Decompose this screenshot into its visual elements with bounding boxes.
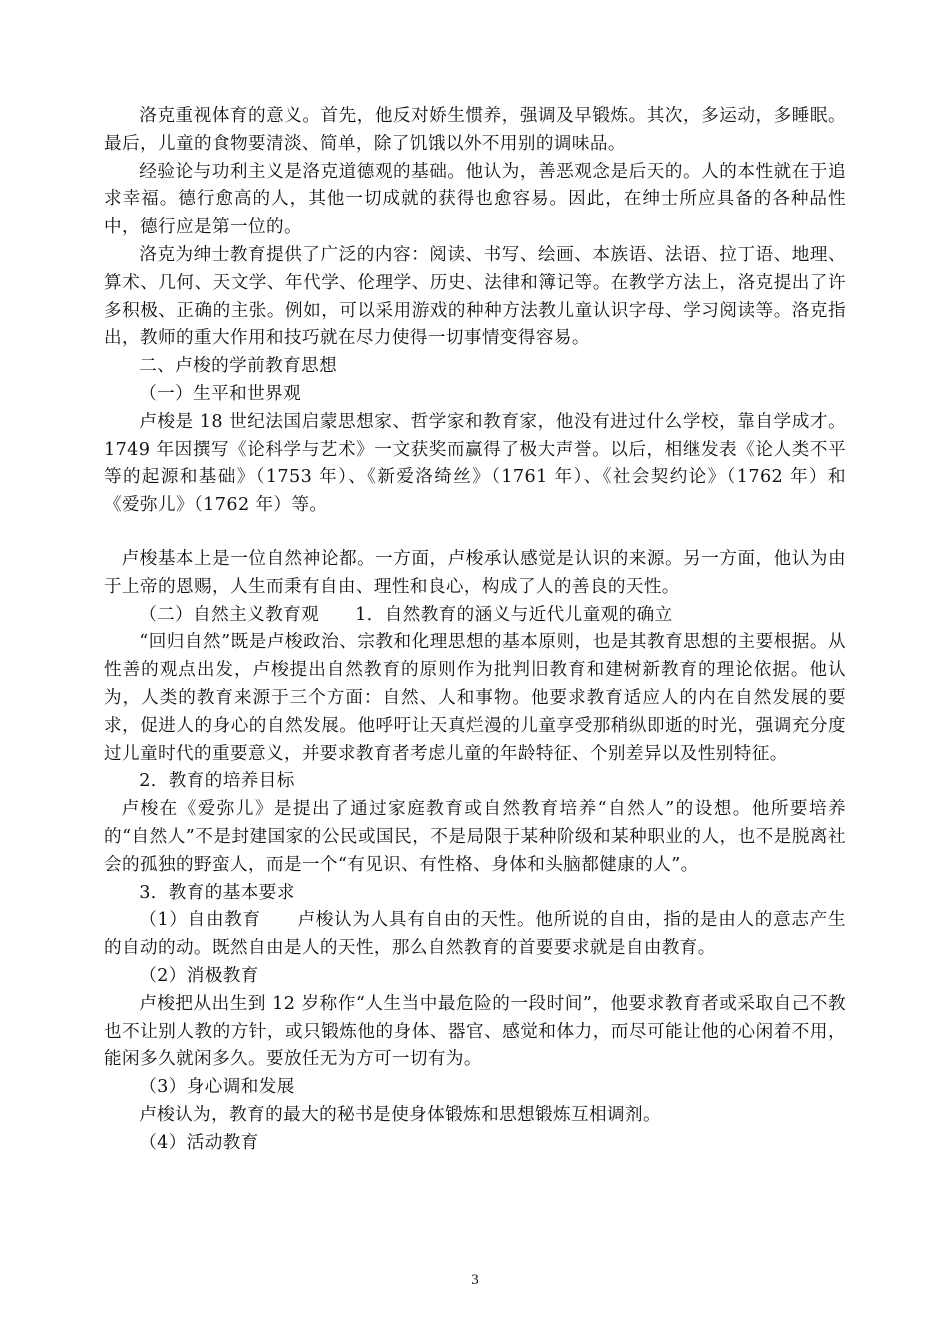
paragraph-locke-moral-education: 经验论与功利主义是洛克道德观的基础。他认为，善恶观念是后天的。人的本性就在于追求幸福。德行愈高的人，其他一切成就的获得也愈容易。因此，在绅士所应具备的各种品性中，德行应是第一位的。 [104, 161, 846, 238]
paragraph-locke-physical-education: 洛克重视体育的意义。首先，他反对娇生惯养，强调及早锻炼。其次，多运动，多睡眠。最后，儿童的食物要清淡、简单，除了饥饿以外不用别的调味品。 [104, 106, 846, 154]
heading-activity-education: （4）活动教育 [139, 1132, 259, 1153]
paragraph-rousseau-deism: 卢梭基本上是一位自然神论都。一方面，卢梭承认感觉是认识的来源。另一方面，他认为由于上帝的恩赐，人生而秉有自由、理性和良心，构成了人的善良的天性。 [104, 548, 846, 597]
heading-basic-requirements: 3．教育的基本要求 [139, 882, 295, 903]
heading-education-goal: 2．教育的培养目标 [139, 771, 295, 792]
paragraph-rousseau-biography: 卢梭是 18 世纪法国启蒙思想家、哲学家和教育家，他没有进过什么学校，靠自学成才。1749 年因撰写《论科学与艺术》一文获奖而赢得了极大声誉。以后，相继发表《论人类不平等的起源和基础》（1753 年）、《新爱洛绮丝》（1761 年）、《社会契约论》（1762 年）和《爱弥儿》（1762 年）等。 [104, 411, 846, 516]
subsection-heading-biography: （一）生平和世界观 [139, 383, 302, 404]
subsection-heading-naturalism: （二）自然主义教育观 1．自然教育的涵义与近代儿童观的确立 [139, 604, 673, 625]
paragraph-return-to-nature: “回归自然”既是卢梭政治、宗教和化理思想的基本原则，也是其教育思想的主要根据。从性善的观点出发，卢梭提出自然教育的原则作为批判旧教育和建树新教育的理论依据。他认为，人类的教育来源于三个方面：自然、人和事物。他要求教育适应人的内在自然发展的要求，促进人的身心的自然发展。他呼吁让天真烂漫的儿童享受那稍纵即逝的时光，强调充分度过儿童时代的重要意义，并要求教育者考虑儿童的年龄特征、个别差异以及性别特征。 [104, 632, 846, 764]
section-heading-rousseau: 二、卢梭的学前教育思想 [139, 356, 338, 377]
paragraph-free-education: （1）自由教育 卢梭认为人具有自由的天性。他所说的自由，指的是由人的意志产生的自动的动。既然自由是人的天性，那么自然教育的首要要求就是自由教育。 [104, 910, 846, 959]
blank-line [104, 520, 846, 546]
heading-negative-education: （2）消极教育 [139, 965, 259, 986]
paragraph-body-mind-harmony: 卢梭认为，教育的最大的秘书是使身体锻炼和思想锻炼互相调剂。 [139, 1104, 662, 1125]
heading-body-mind-harmony: （3）身心调和发展 [139, 1077, 295, 1098]
paragraph-locke-curriculum: 洛克为绅士教育提供了广泛的内容：阅读、书写、绘画、本族语、法语、拉丁语、地理、算术、几何、天文学、年代学、伦理学、历史、法律和簿记等。在教学方法上，洛克提出了许多积极、正确的主张。例如，可以采用游戏的种种方法教儿童认识字母、学习阅读等。洛克指出，教师的重大作用和技巧就在尽力使得一切事情变得容易。 [104, 244, 846, 349]
page-body [104, 103, 846, 1157]
page-number: 3 [471, 1272, 479, 1288]
paragraph-negative-education: 卢梭把从出生到 12 岁称作“人生当中最危险的一段时间”，他要求教育者或采取自己不教也不让别人教的方针，或只锻炼他的身体、器官、感觉和体力，而尽可能让他的心闲着不用，能闲多久就闲多久。要放任无为方可一切有为。 [104, 993, 846, 1070]
paragraph-natural-man: 卢梭在《爱弥儿》是提出了通过家庭教育或自然教育培养“自然人”的设想。他所要培养的“自然人”不是封建国家的公民或国民，不是局限于某种阶级和某种职业的人，也不是脱离社会的孤独的野蛮人，而是一个“有见识、有性格、身体和头脑都健康的人”。 [104, 799, 846, 875]
